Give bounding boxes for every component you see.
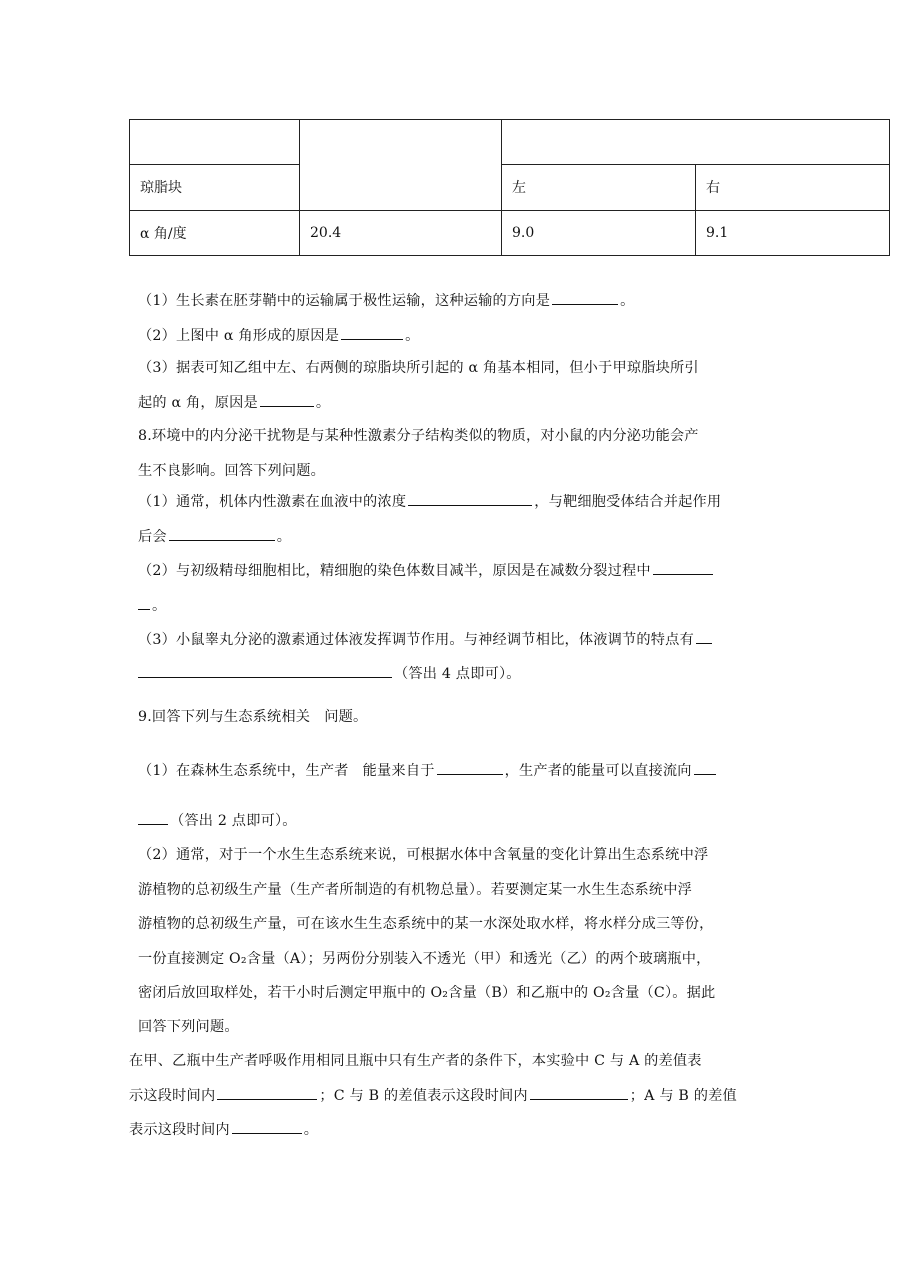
text: 后会	[138, 529, 167, 545]
table-row	[130, 120, 890, 165]
data-table	[129, 119, 890, 256]
text: 。	[620, 293, 635, 309]
answer-blank	[552, 290, 618, 305]
q8-part2-line2	[138, 595, 166, 615]
q9-part2-line5: 密闭后放回取样处，若干小时后测定甲瓶中的 O₂含量（B）和乙瓶中的 O₂含量（C）。据此	[138, 985, 716, 1001]
q9-part3-line3	[129, 1119, 318, 1139]
text: 表示这段时间内	[129, 1122, 230, 1138]
table-cell-left: 左	[502, 165, 696, 210]
text: ，生产者的能量可以直接流向	[504, 763, 692, 779]
q7-part2	[138, 325, 419, 345]
text: （1）在森林生态系统中，生产者	[138, 763, 349, 779]
answer-blank	[232, 1119, 302, 1134]
table-cell-value: 9.0	[502, 210, 696, 255]
answer-blank	[169, 526, 275, 541]
table-cell-right: 右	[696, 165, 890, 210]
answer-blank	[530, 1085, 628, 1100]
answer-blank	[653, 560, 713, 575]
text: 9.回答下列与生态系统相关	[138, 709, 311, 725]
text: 示这段时间内	[129, 1088, 216, 1104]
text: ；A 与 B 的差值	[629, 1088, 737, 1104]
text: 。	[315, 395, 331, 411]
q9-part2-line1: （2）通常，对于一个水生生态系统来说，可根据水体中含氧量的变化计算出生态系统中浮	[138, 847, 709, 863]
text: ，与靶细胞受体结合并起作用	[534, 494, 722, 510]
text: 。	[152, 598, 167, 614]
table-cell	[130, 120, 300, 165]
text: 问题。	[324, 709, 368, 725]
table-cell	[300, 120, 502, 211]
q9-part2-line2: 游植物的总初级生产量（生产者所制造的有机物总量）。若要测定某一水生生态系统中浮	[138, 882, 693, 898]
q9-part3-line1: 在甲、乙瓶中生产者呼吸作用相同且瓶中只有生产者的条件下，本实验中 C 与 A 的差值表	[129, 1053, 702, 1069]
answer-blank	[138, 810, 168, 825]
table-cell-value: 20.4	[300, 210, 502, 255]
q8-part1-line1	[138, 491, 721, 511]
answer-blank	[138, 595, 150, 610]
text: （2）上图中 α 角形成的原因是	[138, 328, 340, 344]
text: （答出 2 点即可）。	[170, 813, 297, 829]
text: （答出 4 点即可）。	[394, 666, 521, 682]
answer-blank	[138, 663, 392, 678]
q9-part1-line2	[138, 810, 297, 830]
table-row	[130, 210, 890, 255]
table-cell-label: 琼脂块	[130, 165, 300, 210]
answer-blank	[694, 760, 716, 775]
q7-part3-line1: （3）据表可知乙组中左、右两侧的琼脂块所引起的 α 角基本相同，但小于甲琼脂块所引	[138, 360, 699, 376]
text: （1）通常，机体内性激素在血液中的浓度	[138, 494, 407, 510]
q9-part2-line3: 游植物的总初级生产量，可在该水生生态系统中的某一水深处取水样，将水样分成三等份，	[138, 916, 714, 932]
answer-blank	[217, 1085, 317, 1100]
text: 起的 α 角，原因是	[138, 395, 258, 411]
table-cell	[502, 120, 890, 165]
q9-part3-line2	[129, 1085, 737, 1105]
text: （1）生长素在胚芽鞘中的运输属于极性运输，这种运输的方向是	[138, 293, 551, 309]
answer-blank	[437, 760, 503, 775]
q8-intro-line2: 生不良影响。回答下列问题。	[138, 463, 326, 479]
text: （3）小鼠睾丸分泌的激素通过体液发挥调节作用。与神经调节相比，体液调节的特点有	[138, 632, 694, 648]
text: 。	[276, 529, 292, 545]
q8-intro-line1: 8.环境中的内分泌干扰物是与某种性激素分子结构类似的物质，对小鼠的内分泌功能会产	[138, 428, 699, 444]
table-cell-value: 9.1	[696, 210, 890, 255]
q8-part2-line1	[138, 560, 715, 580]
answer-blank	[408, 491, 532, 506]
q9-intro	[138, 706, 367, 726]
q8-part3-line1	[138, 629, 714, 649]
table-row	[130, 165, 890, 210]
text: ；C 与 B 的差值表示这段时间内	[319, 1088, 528, 1104]
answer-blank	[341, 325, 403, 340]
text: （2）与初级精母细胞相比，精细胞的染色体数目减半，原因是在减数分裂过程中	[138, 563, 651, 579]
q9-part2-line6: 回答下列问题。	[138, 1019, 239, 1035]
q9-part2-line4: 一份直接测定 O₂含量（A）；另两份分别装入不透光（甲）和透光（乙）的两个玻璃瓶中，	[138, 951, 711, 967]
table-cell-label: α 角/度	[130, 210, 300, 255]
q7-part3-line2	[138, 392, 330, 412]
answer-blank	[260, 392, 314, 407]
q9-part1-line1	[138, 760, 718, 780]
q8-part1-line2	[138, 526, 291, 546]
q7-part1	[138, 290, 634, 310]
text: 。	[405, 328, 420, 344]
text: 。	[303, 1122, 319, 1138]
text: 能量来自于	[362, 763, 435, 779]
answer-blank	[696, 629, 712, 644]
q8-part3-line2	[138, 663, 521, 683]
